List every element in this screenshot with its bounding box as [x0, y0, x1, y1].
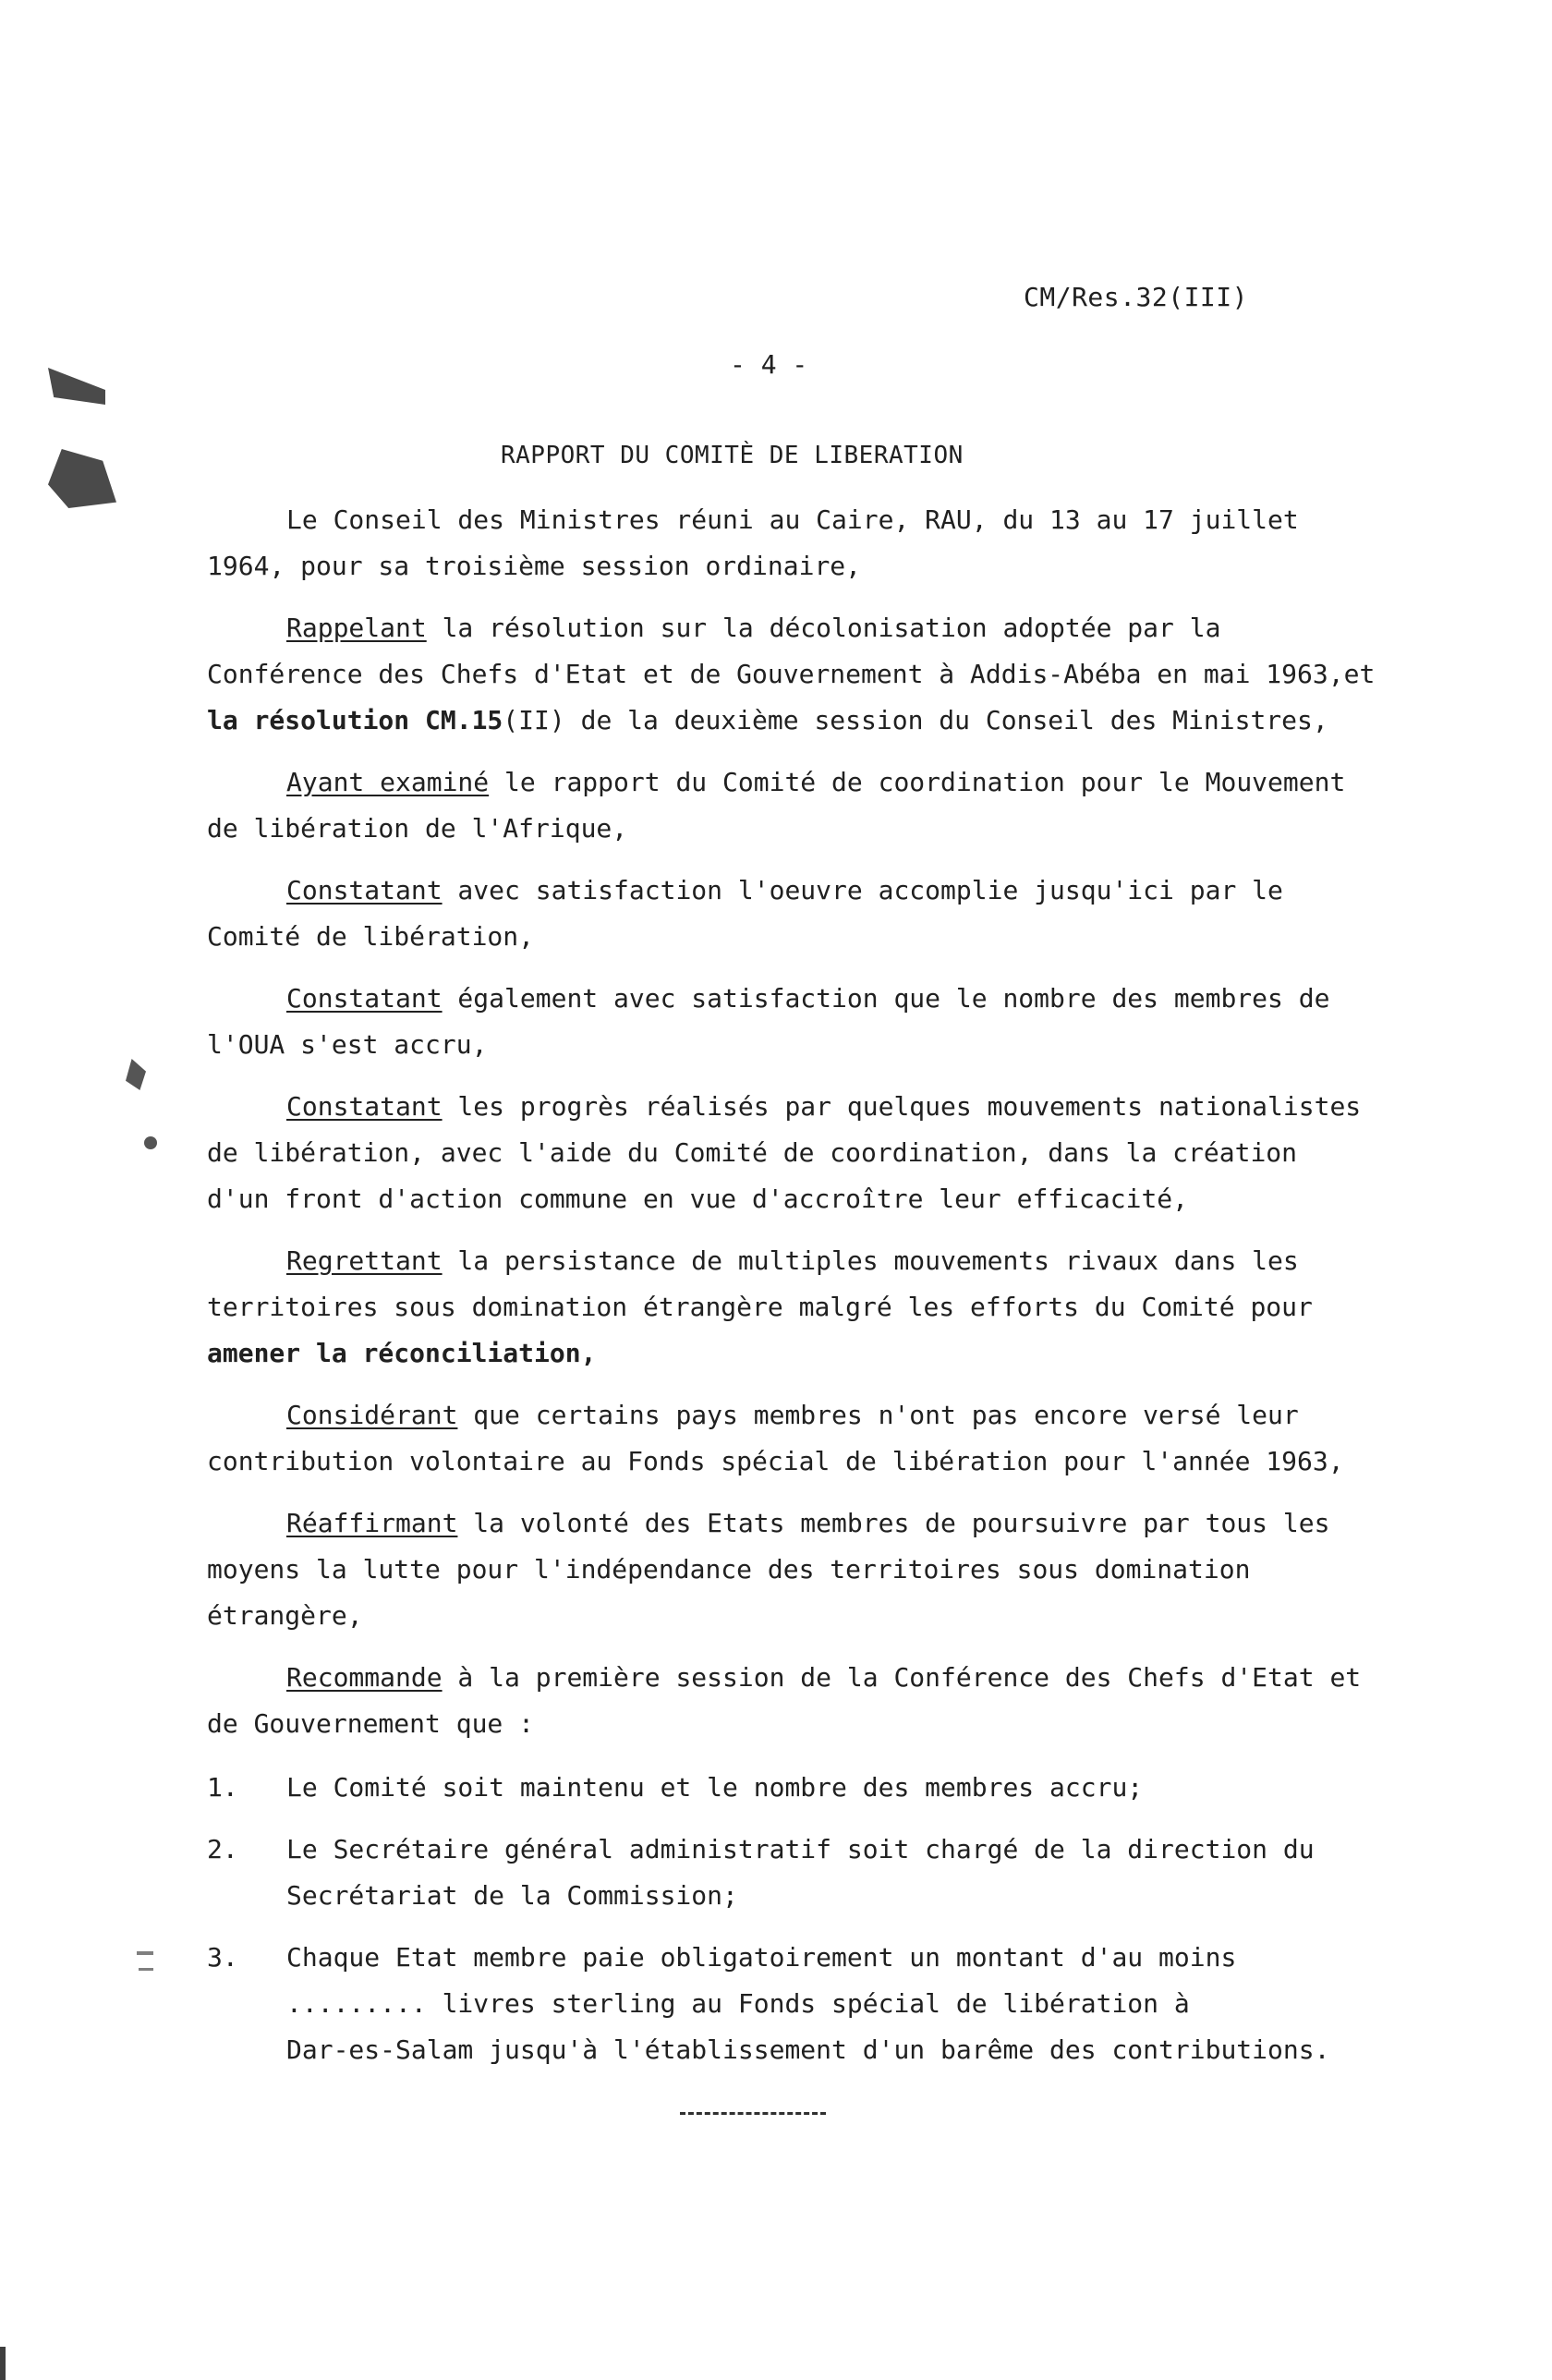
list-item-number: 1. — [207, 1772, 238, 1803]
constatant1-line-1 — [286, 868, 1543, 914]
rappelant-line-1 — [286, 605, 1543, 651]
constatant1-line-1-text: avec satisfaction l'oeuvre accomplie jusqu'ici par le — [442, 875, 1283, 905]
scan-mark — [48, 449, 116, 508]
reaffirmant-keyword: Réaffirmant — [286, 1508, 458, 1538]
ayant-line-1 — [286, 759, 1543, 806]
list-item-number: 2. — [207, 1834, 238, 1864]
recommande-line-2: de Gouvernement que : — [207, 1708, 535, 1739]
considerant-line-1 — [286, 1392, 1543, 1439]
rappelant-line-3 — [207, 698, 1463, 744]
regrettant-line-3: amener la réconciliation, — [207, 1338, 597, 1368]
constatant3-line-2: de libération, avec l'aide du Comité de coordination, dans la création — [207, 1137, 1298, 1168]
list-item-text: ......... livres sterling au Fonds spécial de libération à — [286, 1988, 1190, 2019]
scan-mark — [0, 2347, 6, 2380]
recommande-line-1-text: à la première session de la Conférence des Chefs d'Etat et — [442, 1662, 1362, 1693]
document-reference: CM/Res.32(III) — [1024, 282, 1249, 312]
regrettant-line-2: territoires sous domination étrangère malgré les efforts du Comité pour — [207, 1292, 1313, 1322]
constatant3-keyword: Constatant — [286, 1091, 443, 1122]
constatant3-line-3: d'un front d'action commune en vue d'accroître leur efficacité, — [207, 1184, 1189, 1214]
considerant-line-2: contribution volontaire au Fonds spécial de libération pour l'année 1963, — [207, 1446, 1344, 1476]
scan-mark — [48, 368, 105, 405]
ayant-line-1-text: le rapport du Comité de coordination pour le Mouvement — [489, 767, 1346, 797]
reaffirmant-line-1 — [286, 1500, 1543, 1547]
rappelant-line-3-text: (II) de la deuxième session du Conseil des Ministres, — [503, 705, 1328, 735]
document-title: RAPPORT DU COMITÈ DE LIBERATION — [501, 442, 964, 469]
list-item-text: Dar-es-Salam jusqu'à l'établissement d'un barême des contributions. — [286, 2034, 1330, 2065]
constatant2-keyword: Constatant — [286, 983, 443, 1014]
ayant-line-2: de libération de l'Afrique, — [207, 813, 628, 844]
rappelant-line-1-text: la résolution sur la décolonisation adoptée par la — [426, 613, 1221, 643]
regrettant-line-1-text: la persistance de multiples mouvements rivaux dans les — [442, 1245, 1299, 1276]
recommande-keyword: Recommande — [286, 1662, 443, 1693]
constatant3-line-1-text: les progrès réalisés par quelques mouvements nationalistes — [442, 1091, 1362, 1122]
constatant2-line-2: l'OUA s'est accru, — [207, 1029, 488, 1060]
rappelant-keyword: Rappelant — [286, 613, 427, 643]
list-item-text: Chaque Etat membre paie obligatoirement un montant d'au moins — [286, 1942, 1237, 1973]
considerant-keyword: Considérant — [286, 1400, 458, 1430]
list-item-text: Le Secrétaire général administratif soit chargé de la direction du — [286, 1834, 1315, 1864]
constatant1-line-2: Comité de libération, — [207, 921, 535, 952]
rappelant-line-2: Conférence des Chefs d'Etat et de Gouvernement à Addis-Abéba en mai 1963,et — [207, 659, 1376, 689]
constatant2-line-1 — [286, 976, 1543, 1022]
scan-mark — [139, 1968, 153, 1971]
preamble-line-2: 1964, pour sa troisième session ordinaire, — [207, 551, 862, 581]
scan-mark — [137, 1951, 153, 1955]
preamble-line-1: Le Conseil des Ministres réuni au Caire, RAU, du 13 au 17 juillet — [286, 504, 1299, 535]
list-item-number: 3. — [207, 1942, 238, 1973]
end-separator — [680, 2112, 826, 2115]
list-item-text: Le Comité soit maintenu et le nombre des membres accru; — [286, 1772, 1144, 1803]
constatant1-keyword: Constatant — [286, 875, 443, 905]
considerant-line-1-text: que certains pays membres n'ont pas encore versé leur — [457, 1400, 1299, 1430]
ayant-keyword: Ayant examiné — [286, 767, 490, 797]
scan-mark — [144, 1136, 157, 1149]
constatant3-line-1 — [286, 1084, 1543, 1130]
reaffirmant-line-2: moyens la lutte pour l'indépendance des territoires sous domination — [207, 1554, 1251, 1585]
constatant2-line-1-text: également avec satisfaction que le nombre des membres de — [442, 983, 1330, 1014]
reaffirmant-line-3: étrangère, — [207, 1600, 363, 1631]
scan-mark — [126, 1059, 146, 1090]
page-number: - 4 - — [730, 349, 808, 380]
rappelant-bold-text: la résolution CM.15 — [207, 705, 503, 735]
regrettant-keyword: Regrettant — [286, 1245, 443, 1276]
regrettant-line-1 — [286, 1238, 1543, 1284]
recommande-line-1 — [286, 1655, 1543, 1701]
reaffirmant-line-1-text: la volonté des Etats membres de poursuivre par tous les — [457, 1508, 1330, 1538]
list-item-text: Secrétariat de la Commission; — [286, 1880, 738, 1911]
